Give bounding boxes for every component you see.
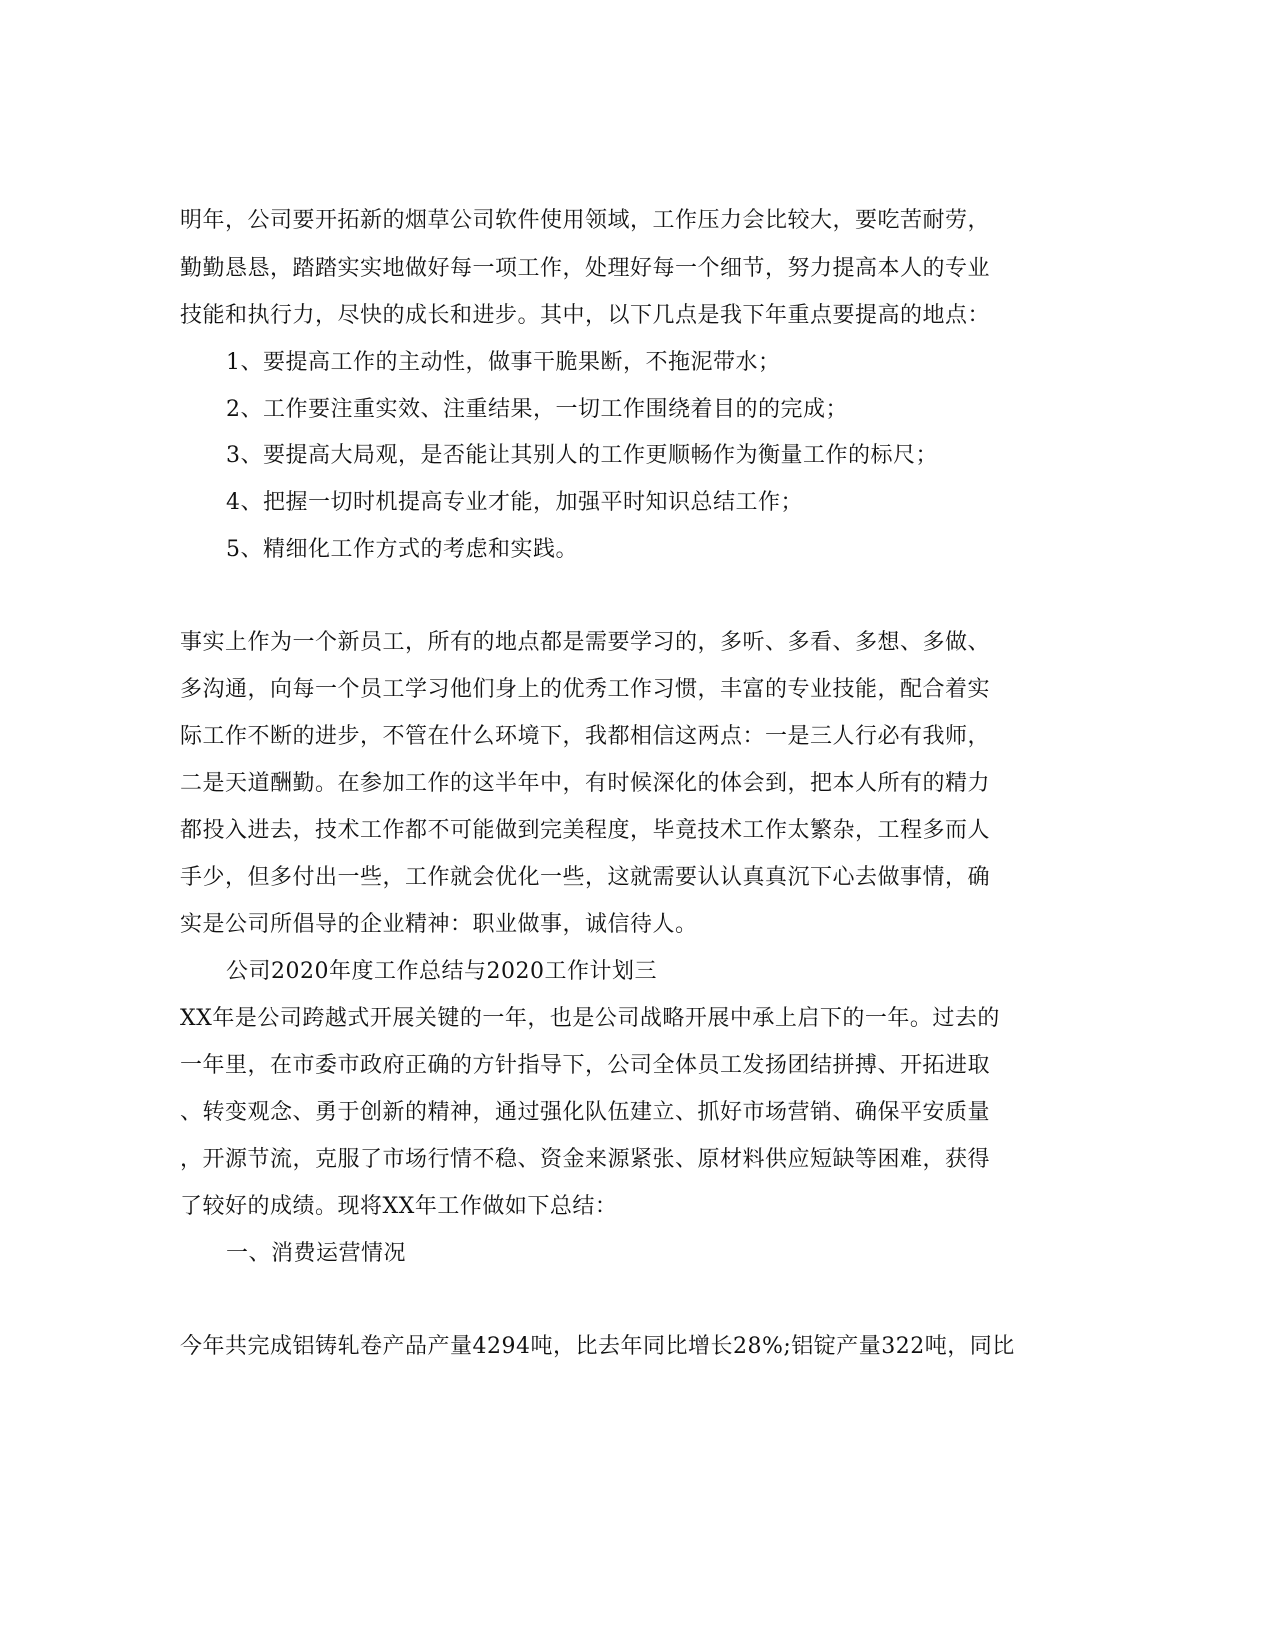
paragraph-line: 际工作不断的进步，不管在什么环境下，我都相信这两点：一是三人行必有我师， — [180, 724, 991, 749]
paragraph-line: 实是公司所倡导的企业精神：职业做事，诚信待人。 — [180, 912, 698, 937]
paragraph-line: 、转变观念、勇于创新的精神，通过强化队伍建立、抓好市场营销、确保平安质量 — [180, 1100, 991, 1125]
paragraph-line: 了较好的成绩。现将XX年工作做如下总结： — [180, 1194, 618, 1219]
paragraph-line: 多沟通，向每一个员工学习他们身上的优秀工作习惯，丰富的专业技能，配合着实 — [180, 677, 991, 702]
paragraph-line: 今年共完成铝铸轧卷产品产量4294吨，比去年同比增长28%;铝锭产量322吨，同比 — [180, 1334, 1015, 1359]
list-item: 1、要提高工作的主动性，做事干脆果断，不拖泥带水； — [226, 350, 781, 375]
paragraph-line: 都投入进去，技术工作都不可能做到完美程度，毕竟技术工作太繁杂，工程多而人 — [180, 818, 991, 843]
paragraph-line: 勤勤恳恳，踏踏实实地做好每一项工作，处理好每一个细节，努力提高本人的专业 — [180, 256, 991, 281]
paragraph-line: 一年里，在市委市政府正确的方针指导下，公司全体员工发扬团结拼搏、开拓进取 — [180, 1053, 991, 1078]
section-heading: 一、消费运营情况 — [226, 1241, 407, 1266]
list-item: 5、精细化工作方式的考虑和实践。 — [226, 537, 578, 562]
list-item: 2、工作要注重实效、注重结果，一切工作围绕着目的的完成； — [226, 397, 848, 422]
paragraph-line: 手少，但多付出一些，工作就会优化一些，这就需要认认真真沉下心去做事情，确 — [180, 865, 991, 890]
list-item: 4、把握一切时机提高专业才能，加强平时知识总结工作； — [226, 490, 803, 515]
section-heading: 公司2020年度工作总结与2020工作计划三 — [226, 959, 657, 984]
paragraph-line: XX年是公司跨越式开展关键的一年，也是公司战略开展中承上启下的一年。过去的 — [180, 1006, 1000, 1031]
paragraph-line: 事实上作为一个新员工，所有的地点都是需要学习的，多听、多看、多想、多做、 — [180, 630, 991, 655]
paragraph-line: 二是天道酬勤。在参加工作的这半年中，有时候深化的体会到，把本人所有的精力 — [180, 771, 991, 796]
list-item: 3、要提高大局观，是否能让其别人的工作更顺畅作为衡量工作的标尺； — [226, 443, 938, 468]
paragraph-line: 技能和执行力，尽快的成长和进步。其中，以下几点是我下年重点要提高的地点： — [180, 303, 991, 328]
paragraph-line: ，开源节流，克服了市场行情不稳、资金来源紧张、原材料供应短缺等困难，获得 — [180, 1147, 991, 1172]
paragraph-line: 明年，公司要开拓新的烟草公司软件使用领域，工作压力会比较大，要吃苦耐劳， — [180, 208, 991, 233]
